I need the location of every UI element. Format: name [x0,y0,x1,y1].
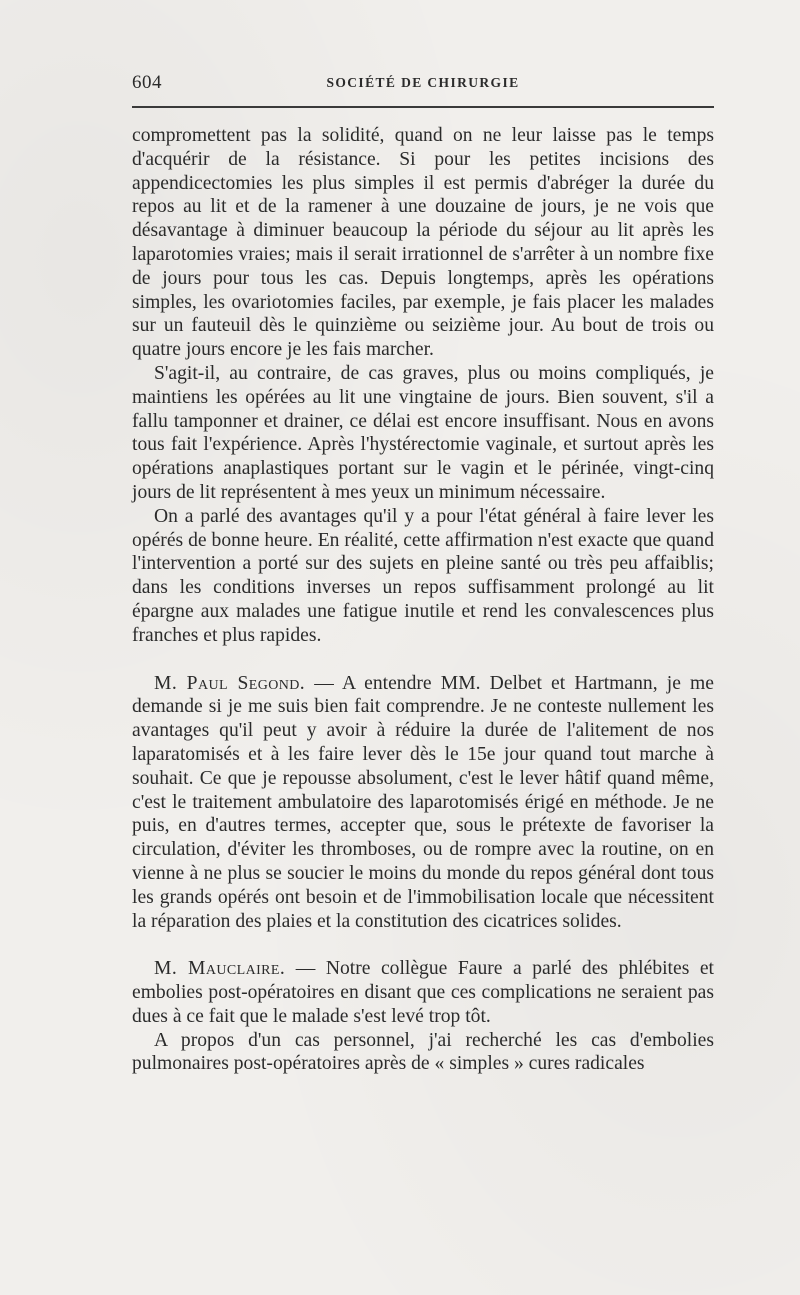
speaker-segond: M. Paul Segond. [154,672,306,694]
paragraph-mauclaire [132,957,714,1028]
paragraph-2: S'agit-il, au contraire, de cas graves, plus ou moins compliqués, je maintiens les opérées au lit une vingtaine de jours. Bien souvent, s'il a fallu tamponner et drainer, ce délai est encore insuffisant. Nous en avons tous fait l'expérience. Après l'hystérectomie vaginale, et surtout après les opérations anaplastiques portant sur le vagin et le périnée, vingt-cinq jours de lit représentent à mes yeux un minimum nécessaire. [132,362,714,503]
paragraph-segond-text: — A entendre MM. Delbet et Hartmann, je me demande si je me suis bien fait comprendre. Je ne conteste nullement les avantages qu'il peut y avoir à réduire la durée de l'alitement de nos laparatomisés et à les faire lever dès le 15e jour quand tout marche à souhait. Ce que je repousse absolument, c'est le lever hâtif quand même, c'est le traitement ambulatoire des laparotomisés érigé en méthode. Je ne puis, en d'autres termes, accepter que, sous le prétexte de favoriser la circulation, d'éviter les thromboses, ou de rompre avec la routine, on en vienne à ne plus se soucier le moins du monde du repos général dont tous les grands opérés ont besoin et de l'immobilisation locale que nécessitent la réparation des plaies et la constitution des cicatrices solides. [132,672,714,932]
paragraph-mauclaire-text: — Notre collègue Faure a parlé des phlébites et embolies post-opératoires en disant que ces complications ne seraient pas dues à ce fait que le malade s'est levé trop tôt. [132,958,714,1027]
paragraph-segond [132,672,714,934]
page-header [132,70,714,96]
body-text [132,124,714,1076]
page-number: 604 [132,72,162,93]
header-rule [132,106,714,108]
speaker-mauclaire: M. Mauclaire. [154,958,286,980]
running-title: SOCIÉTÉ DE CHIRURGIE [326,75,520,90]
paragraph-1: compromettent pas la solidité, quand on ne leur laisse pas le temps d'acquérir de la résistance. Si pour les petites incisions des appendicectomies les plus simples il est permis d'abréger la durée du repos au lit et de la ramener à une douzaine de jours, je ne vois que désavantage à diminuer beaucoup la période du séjour au lit après les laparotomies vraies; mais il serait irrationnel de s'arrêter à un nombre fixe de jours pour tous les cas. Depuis longtemps, après les opérations simples, les ovariotomies faciles, par exemple, je fais placer les malades sur un fauteuil dès le quinzième ou seizième jour. Au bout de trois ou quatre jours encore je les fais marcher. [132,125,714,361]
paragraph-6: A propos d'un cas personnel, j'ai recherché les cas d'embolies pulmonaires post-opératoires après de « simples » cures radicales [132,1029,714,1075]
paragraph-3: On a parlé des avantages qu'il y a pour l'état général à faire lever les opérés de bonne heure. En réalité, cette affirmation n'est exacte que quand l'intervention a porté sur des sujets en pleine santé ou très peu affaiblis; dans les conditions inverses un repos suffisamment prolongé au lit épargne aux malades une fatigue inutile et rend les convalescences plus franches et plus rapides. [132,505,714,646]
